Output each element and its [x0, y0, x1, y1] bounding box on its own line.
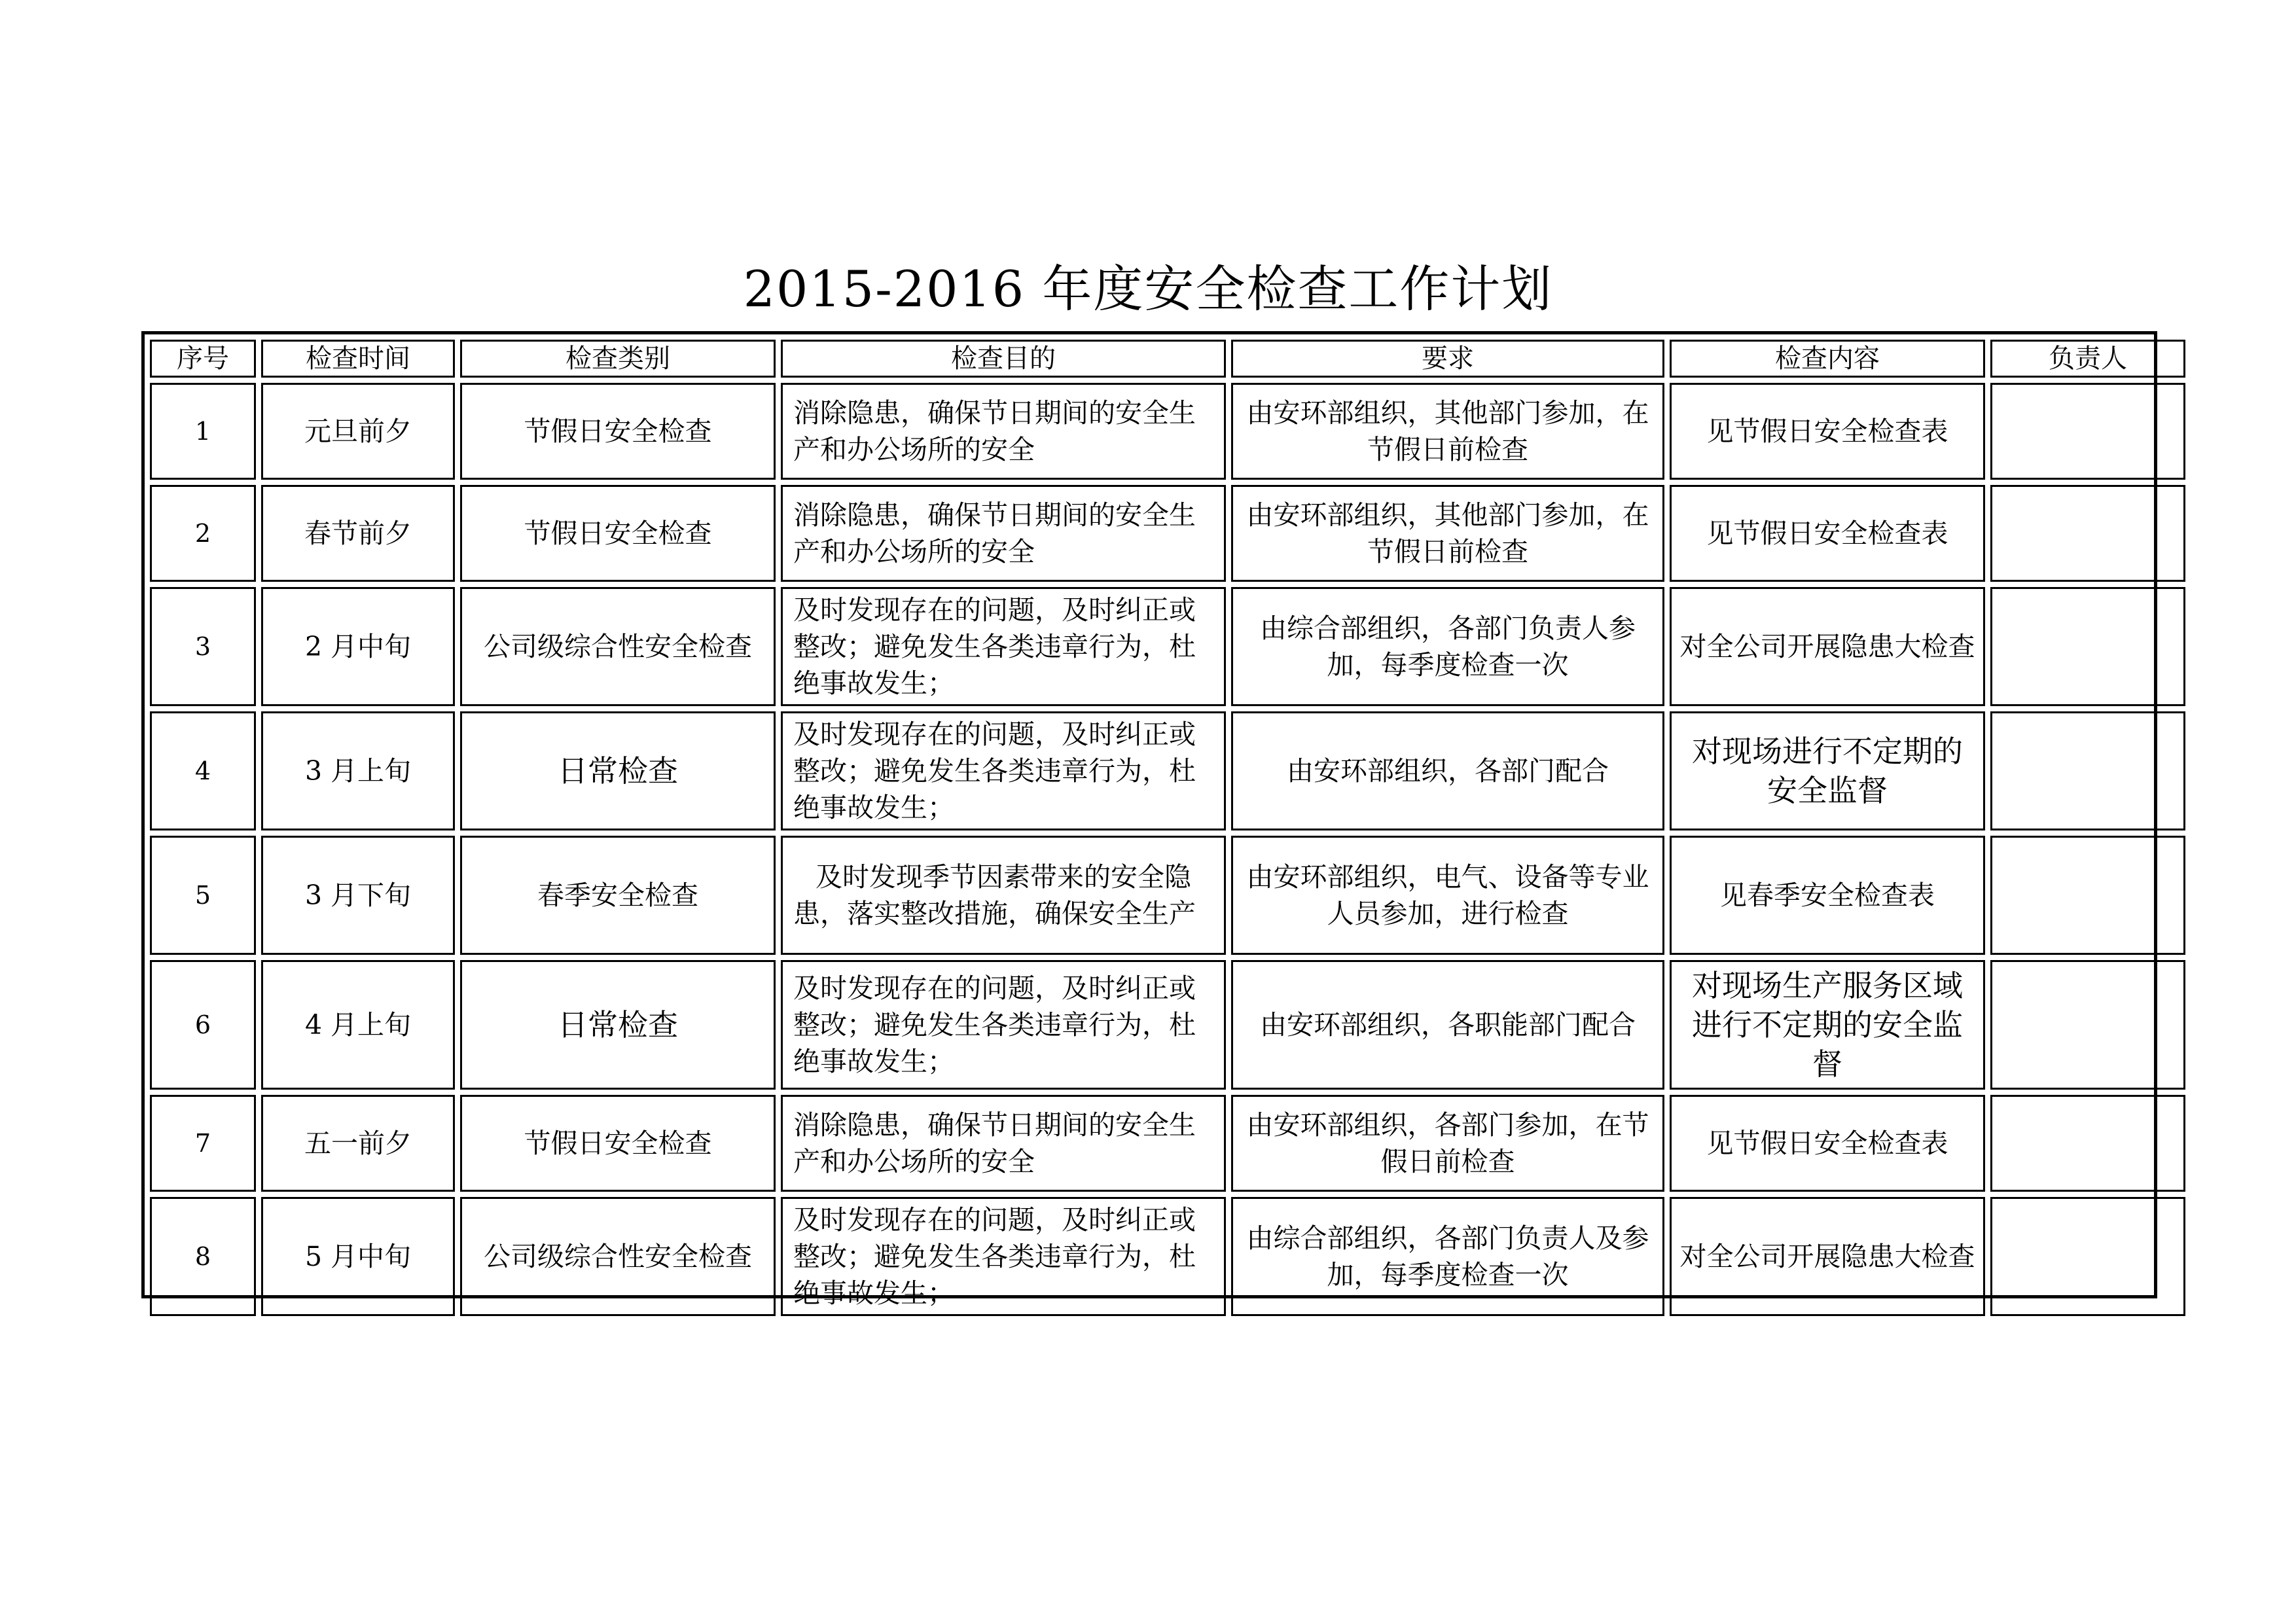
cell-content: 对现场生产服务区域进行不定期的安全监督 [1670, 960, 1985, 1090]
cell-no: 4 [150, 711, 256, 830]
cell-purpose: 及时发现存在的问题，及时纠正或整改；避免发生各类违章行为，杜绝事故发生； [781, 587, 1226, 706]
cell-purpose: 消除隐患，确保节日期间的安全生产和办公场所的安全 [781, 1095, 1226, 1192]
table-row [150, 1197, 2185, 1316]
cell-owner [1990, 1197, 2185, 1316]
cell-no: 2 [150, 485, 256, 582]
cell-time: 3 月下旬 [261, 836, 455, 955]
cell-no: 7 [150, 1095, 256, 1192]
cell-requirement: 由综合部组织，各部门负责人及参加，每季度检查一次 [1231, 1197, 1664, 1316]
cell-content: 对现场进行不定期的安全监督 [1670, 711, 1985, 830]
table-row [150, 836, 2185, 955]
table-row [150, 960, 2185, 1090]
cell-content: 见节假日安全检查表 [1670, 485, 1985, 582]
cell-requirement: 由安环部组织，其他部门参加，在节假日前检查 [1231, 383, 1664, 480]
cell-type: 节假日安全检查 [460, 1095, 776, 1192]
table-header-row [150, 340, 2185, 378]
cell-content: 对全公司开展隐患大检查 [1670, 587, 1985, 706]
cell-content: 见节假日安全检查表 [1670, 1095, 1985, 1192]
header-owner: 负责人 [1990, 340, 2185, 378]
table-row [150, 711, 2185, 830]
table-row [150, 587, 2185, 706]
cell-type: 公司级综合性安全检查 [460, 587, 776, 706]
cell-no: 6 [150, 960, 256, 1090]
cell-type: 日常检查 [460, 960, 776, 1090]
cell-requirement: 由安环部组织，各职能部门配合 [1231, 960, 1664, 1090]
cell-no: 3 [150, 587, 256, 706]
cell-time: 4 月上旬 [261, 960, 455, 1090]
cell-content: 见春季安全检查表 [1670, 836, 1985, 955]
cell-no: 1 [150, 383, 256, 480]
header-purpose: 检查目的 [781, 340, 1226, 378]
cell-owner [1990, 711, 2185, 830]
table-row [150, 1095, 2185, 1192]
header-no: 序号 [150, 340, 256, 378]
cell-requirement: 由综合部组织，各部门负责人参加，每季度检查一次 [1231, 587, 1664, 706]
cell-owner [1990, 1095, 2185, 1192]
cell-purpose: 及时发现存在的问题，及时纠正或整改；避免发生各类违章行为，杜绝事故发生； [781, 711, 1226, 830]
cell-requirement: 由安环部组织，电气、设备等专业人员参加，进行检查 [1231, 836, 1664, 955]
cell-owner [1990, 836, 2185, 955]
header-requirement: 要求 [1231, 340, 1664, 378]
header-type: 检查类别 [460, 340, 776, 378]
cell-owner [1990, 960, 2185, 1090]
cell-owner [1990, 383, 2185, 480]
cell-purpose: 消除隐患，确保节日期间的安全生产和办公场所的安全 [781, 485, 1226, 582]
page-title: 2015-2016 年度安全检查工作计划 [743, 260, 1553, 318]
cell-requirement: 由安环部组织，各部门参加，在节假日前检查 [1231, 1095, 1664, 1192]
cell-type: 节假日安全检查 [460, 383, 776, 480]
cell-no: 8 [150, 1197, 256, 1316]
cell-time: 5 月中旬 [261, 1197, 455, 1316]
cell-time: 3 月上旬 [261, 711, 455, 830]
cell-time: 元旦前夕 [261, 383, 455, 480]
cell-content: 见节假日安全检查表 [1670, 383, 1985, 480]
cell-content: 对全公司开展隐患大检查 [1670, 1197, 1985, 1316]
cell-requirement: 由安环部组织，其他部门参加，在节假日前检查 [1231, 485, 1664, 582]
cell-owner [1990, 485, 2185, 582]
cell-time: 五一前夕 [261, 1095, 455, 1192]
table-row [150, 383, 2185, 480]
header-content: 检查内容 [1670, 340, 1985, 378]
header-time: 检查时间 [261, 340, 455, 378]
cell-purpose: 及时发现存在的问题，及时纠正或整改；避免发生各类违章行为，杜绝事故发生； [781, 960, 1226, 1090]
cell-purpose: 消除隐患，确保节日期间的安全生产和办公场所的安全 [781, 383, 1226, 480]
cell-type: 公司级综合性安全检查 [460, 1197, 776, 1316]
table-row [150, 485, 2185, 582]
cell-owner [1990, 587, 2185, 706]
inspection-plan-table [145, 334, 2191, 1321]
cell-requirement: 由安环部组织，各部门配合 [1231, 711, 1664, 830]
cell-purpose: 及时发现季节因素带来的安全隐患，落实整改措施，确保安全生产 [781, 836, 1226, 955]
cell-time: 2 月中旬 [261, 587, 455, 706]
cell-time: 春节前夕 [261, 485, 455, 582]
inspection-plan-sheet [141, 331, 2157, 1309]
cell-no: 5 [150, 836, 256, 955]
cell-type: 日常检查 [460, 711, 776, 830]
cell-type: 春季安全检查 [460, 836, 776, 955]
cell-purpose: 及时发现存在的问题，及时纠正或整改；避免发生各类违章行为，杜绝事故发生； [781, 1197, 1226, 1316]
cell-type: 节假日安全检查 [460, 485, 776, 582]
